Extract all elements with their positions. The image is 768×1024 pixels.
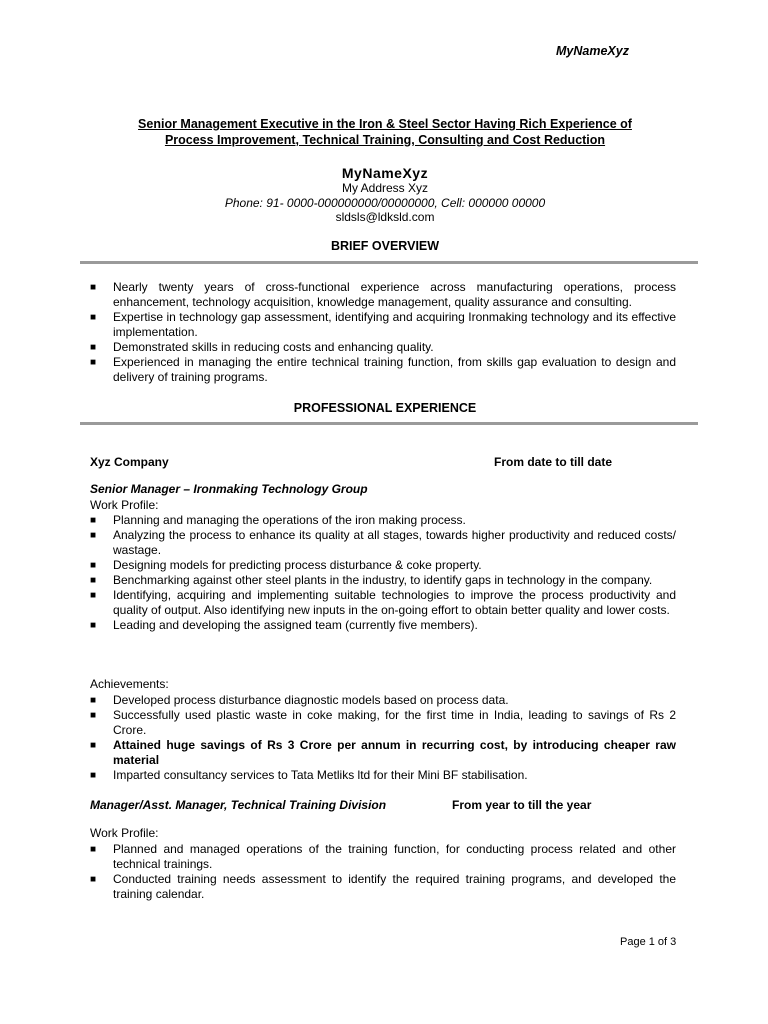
- overview-divider: [80, 261, 698, 264]
- headline-line-2: Process Improvement, Technical Training, Consulting and Cost Reduction: [164, 133, 606, 147]
- square-bullet-icon: ■: [90, 770, 97, 781]
- experience-title: PROFESSIONAL EXPERIENCE: [293, 401, 477, 415]
- square-bullet-icon: ■: [90, 282, 97, 293]
- square-bullet-icon: ■: [90, 530, 97, 541]
- list-item: ■ Leading and developing the assigned team (currently five members).: [90, 618, 478, 632]
- candidate-name: MyNameXyz: [341, 165, 429, 181]
- role1-work-profile-label: Work Profile:: [90, 498, 159, 512]
- role2-dates: From year to till the year: [452, 798, 592, 812]
- list-item: ■ Conducted training needs assessment to identify the required training programs, and developed the training calendar.: [90, 872, 676, 901]
- square-bullet-icon: ■: [90, 710, 97, 721]
- role1-title: Senior Manager – Ironmaking Technology Group: [90, 482, 368, 496]
- list-item: ■ Planning and managing the operations of the iron making process.: [90, 513, 466, 527]
- list-item: ■ Developed process disturbance diagnostic models based on process data.: [90, 693, 509, 707]
- candidate-phone: Phone: 91- 0000-000000000/00000000, Cell: 000000 00000: [224, 196, 546, 210]
- square-bullet-icon: ■: [90, 515, 97, 526]
- candidate-email: sldsls@ldksld.com: [335, 210, 435, 224]
- square-bullet-icon: ■: [90, 874, 97, 885]
- square-bullet-icon: ■: [90, 560, 97, 571]
- list-item: ■ Attained huge savings of Rs 3 Crore per annum in recurring cost, by introducing cheaper raw material: [90, 738, 676, 767]
- candidate-address: My Address Xyz: [341, 181, 429, 195]
- list-item: ■ Planned and managed operations of the training function, for conducting process related and other technical trainings.: [90, 842, 676, 871]
- square-bullet-icon: ■: [90, 575, 97, 586]
- overview-title: BRIEF OVERVIEW: [330, 239, 440, 253]
- square-bullet-icon: ■: [90, 740, 97, 751]
- role1-achievements-label: Achievements:: [90, 677, 169, 691]
- overview-list: [90, 280, 676, 385]
- list-item: ■ Experienced in managing the entire technical training function, from skills gap evaluation to design and delivery of training programs.: [90, 355, 676, 384]
- list-item: ■ Imparted consultancy services to Tata Metliks ltd for their Mini BF stabilisation.: [90, 768, 528, 782]
- square-bullet-icon: ■: [90, 312, 97, 323]
- square-bullet-icon: ■: [90, 695, 97, 706]
- header-name: MyNameXyz: [556, 44, 629, 58]
- list-item: ■ Analyzing the process to enhance its quality at all stages, towards higher productivity and reduced costs/ wastage.: [90, 528, 676, 557]
- role2-work-profile-label: Work Profile:: [90, 826, 159, 840]
- square-bullet-icon: ■: [90, 357, 97, 368]
- list-item: ■ Nearly twenty years of cross-functional experience across manufacturing operations, process enhancement, technology acquisition, knowledge management, quality assurance and consulting.: [90, 280, 676, 309]
- role2-work-profile-list: [90, 842, 676, 902]
- headline-line-1: Senior Management Executive in the Iron & Steel Sector Having Rich Experience of: [138, 117, 632, 131]
- list-item: ■ Designing models for predicting process disturbance & coke property.: [90, 558, 482, 572]
- list-item: ■ Demonstrated skills in reducing costs and enhancing quality.: [90, 340, 434, 354]
- square-bullet-icon: ■: [90, 342, 97, 353]
- company-name: Xyz Company: [90, 455, 169, 469]
- square-bullet-icon: ■: [90, 590, 97, 601]
- square-bullet-icon: ■: [90, 844, 97, 855]
- list-item: ■ Successfully used plastic waste in coke making, for the first time in India, leading to savings of Rs 2 Crore.: [90, 708, 676, 737]
- role1-work-profile-list: [90, 513, 676, 633]
- list-item: ■ Identifying, acquiring and implementing suitable technologies to improve the process productivity and quality of output. Also identifying new inputs in the on-going effort to obtain better quality and lower costs.: [90, 588, 676, 617]
- list-item: ■ Expertise in technology gap assessment, identifying and acquiring Ironmaking technology and its effective implementation.: [90, 310, 676, 339]
- square-bullet-icon: ■: [90, 620, 97, 631]
- company-dates: From date to till date: [494, 455, 613, 469]
- role2-title: Manager/Asst. Manager, Technical Training Division: [90, 798, 387, 812]
- list-item: ■ Benchmarking against other steel plants in the industry, to identify gaps in technology in the company.: [90, 573, 653, 587]
- role1-achievements-list: [90, 693, 676, 783]
- experience-divider: [80, 422, 698, 425]
- page-number: Page 1 of 3: [620, 936, 677, 948]
